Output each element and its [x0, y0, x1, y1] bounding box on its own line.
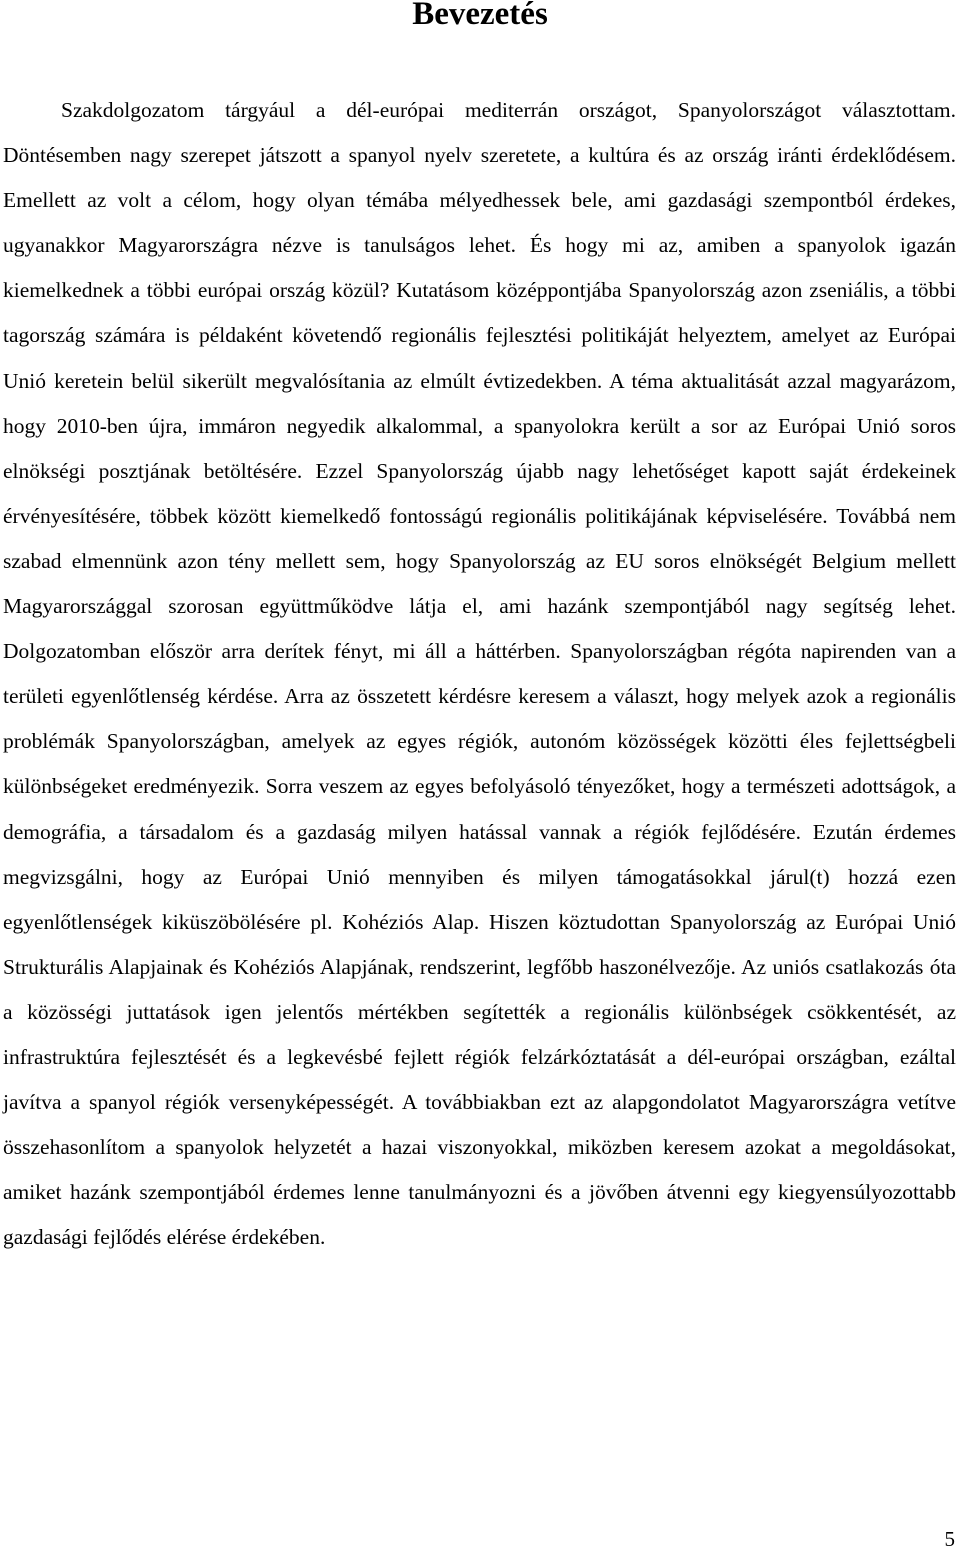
body-paragraph: Szakdolgozatom tárgyául a dél-európai mediterrán országot, Spanyolországot választottam. Döntésemben nagy szerepet játszott a spanyol nyelv szeretete, a kultúra és az ország iránti érdeklődésem. Emellett az volt a célom, hogy olyan témába mélyedhessek bele, ami gazdasági szempontból érdekes, ugyanakkor Magyarországra nézve is tanulságos lehet. És hogy mi az, amiben a spanyolok igazán kiemelkednek a többi európai ország közül? Kutatásom középpontjába Spanyolország azon zseniális, a többi tagország számára is példaként követendő regionális fejlesztési politikáját helyeztem, amelyet az Európai Unió keretein belül sikerült megvalósítania az elmúlt évtizedekben. A téma aktualitását azzal magyarázom, hogy 2010-ben újra, immáron negyedik alkalommal, a spanyolokra került a sor az Európai Unió soros elnökségi posztjának betöltésére. Ezzel Spanyolország újabb nagy lehetőséget kapott saját érdekeinek érvényesítésére, többek között kiemelkedő fontosságú regionális politikájának képviselésére. Továbbá nem szabad elmennünk azon tény mellett sem, hogy Spanyolország az EU soros elnökségét Belgium mellett Magyarországgal szorosan együttműködve látja el, ami hazánk szempontjából nagy segítség lehet. Dolgozatomban először arra derítek fényt, mi áll a háttérben. Spanyolországban régóta napirenden van a területi egyenlőtlenség kérdése. Arra az összetett kérdésre keresem a választ, hogy melyek azok a regionális problémák Spanyolországban, amelyek az egyes régiók, autonóm közösségek közötti éles fejlettségbeli különbségeket eredményezik. Sorra veszem az egyes befolyásoló tényezőket, hogy a természeti adottságok, a demográfia, a társadalom és a gazdaság milyen hatással vannak a régiók fejlődésére. Ezután érdemes megvizsgálni, hogy az Európai Unió mennyiben és milyen támogatásokkal járul(t) hozzá ezen egyenlőtlenségek kiküszöbölésére pl. Kohéziós Alap. Hiszen köztudottan Spanyolország az Európai Unió Strukturális Alapjainak és Kohéziós Alapjának, rendszerint, legfőbb haszonélvezője. Az uniós csatlakozás óta a közösségi juttatások igen jelentős mértékben segítették a regionális különbségek csökkentését, az infrastruktúra fejlesztését és a legkevésbé fejlett régiók felzárkóztatását a dél-európai országban, ezáltal javítva a spanyol régiók versenyképességét. A továbbiakban ezt az alapgondolatot Magyarországra vetítve összehasonlítom a spanyolok helyzetét a hazai viszonyokkal, miközben keresem azokat a megoldásokat, amiket hazánk szempontjából érdemes lenne tanulmányozni és a jövőben átvenni egy kiegyensúlyozottabb gazdasági fejlődés elérése érdekében. [3, 98, 956, 1250]
page-number: 5 [944, 1527, 955, 1551]
page-title: Bevezetés [412, 0, 548, 32]
